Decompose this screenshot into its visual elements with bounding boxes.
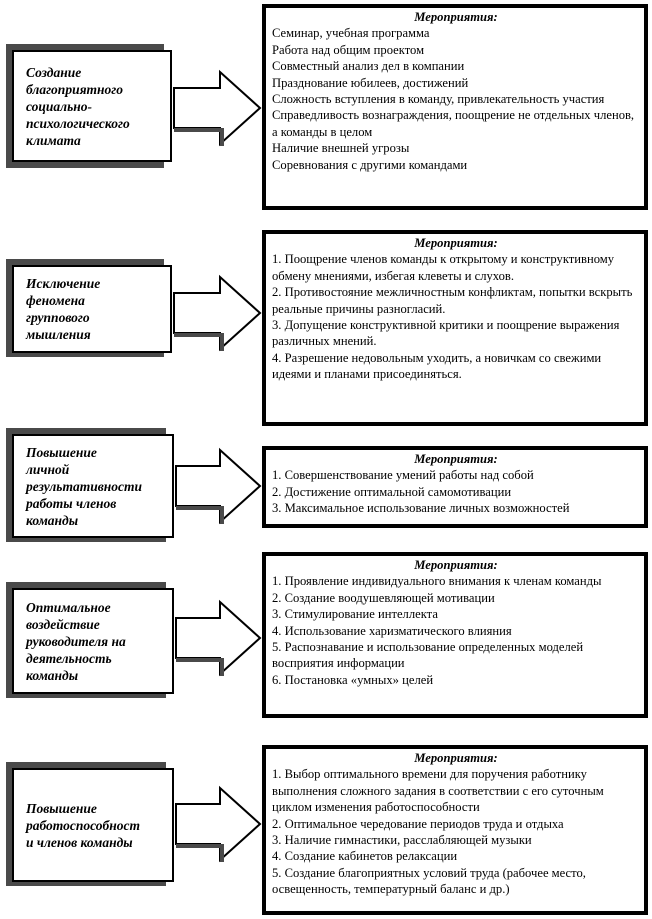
measure-item: 2. Достижение оптимальной самомотивации <box>272 484 512 499</box>
measures-box <box>262 230 648 426</box>
measures-box <box>262 552 648 718</box>
measure-item: 4. Создание кабинетов релаксации <box>272 849 458 864</box>
right-arrow-icon <box>174 446 264 526</box>
goal-box <box>12 588 174 694</box>
measure-item: Празднование юбилеев, достижений <box>272 75 469 90</box>
measure-item: 6. Постановка «умных» целей <box>272 672 434 687</box>
measure-item: 2. Оптимальное чередование периодов труда и отдыха <box>272 816 564 831</box>
measure-item: Наличие внешней угрозы <box>272 141 410 156</box>
measures-box <box>262 446 648 528</box>
measures-header: Мероприятия: <box>414 558 498 572</box>
measure-item: Работа над общим проектом <box>272 42 425 57</box>
right-arrow-icon <box>174 784 264 864</box>
goal-title: Исключение феномена группового мышления <box>26 276 101 342</box>
goal-title: Создание благоприятного социально- психологического климата <box>26 64 130 148</box>
goal-title: Повышение работоспособност и членов команды <box>26 800 141 850</box>
measure-item: 4. Использование харизматического влияния <box>272 623 512 638</box>
measure-item: 3. Максимальное использование личных возможностей <box>272 501 570 516</box>
goal-box <box>12 265 172 353</box>
measures-header: Мероприятия: <box>414 751 498 765</box>
measure-item: 1. Поощрение членов команды к открытому и конструктивному обмену мнениями, избегая клеветы и слухов. <box>272 252 615 283</box>
measure-item: Соревнования с другими командами <box>272 157 468 172</box>
goal-box <box>12 434 174 538</box>
measure-item: Семинар, учебная программа <box>272 26 430 41</box>
measure-item: Совместный анализ дел в компании <box>272 59 465 74</box>
measure-item: 4. Разрешение недовольным уходить, а новичкам со свежими идеями и планами присоединяться. <box>272 350 602 382</box>
measure-item: 3. Наличие гимнастики, расслабляющей музыки <box>272 833 532 848</box>
measure-item: 2. Создание воодушевляющей мотивации <box>272 590 495 605</box>
measure-item: 1. Совершенствование умений работы над собой <box>272 468 534 483</box>
measure-item: 1. Проявление индивидуального внимания к членам команды <box>272 574 602 589</box>
measures-box <box>262 4 648 210</box>
measure-item: Справедливость вознаграждения, поощрение не отдельных членов, а команды в целом <box>272 108 635 139</box>
measure-item: 5. Распознавание и использование определенных моделей восприятия информации <box>272 640 584 671</box>
measures-header: Мероприятия: <box>414 10 498 24</box>
measure-item: 3. Допущение конструктивной критики и поощрение выражения различных мнений. <box>272 318 620 349</box>
right-arrow-icon <box>172 273 264 353</box>
measure-item: 3. Стимулирование интеллекта <box>272 607 438 622</box>
goal-title: Оптимальное воздействие руководителя на деятельность команды <box>26 599 126 683</box>
goal-box <box>12 50 172 162</box>
measure-item: Сложность вступления в команду, привлекательность участия <box>272 92 605 107</box>
measures-header: Мероприятия: <box>414 236 498 250</box>
goal-title: Повышение личной результативности работы членов команды <box>26 444 143 528</box>
right-arrow-icon <box>172 68 264 148</box>
measure-item: 5. Создание благоприятных условий труда (рабочее место, освещенность, температурный баланс и др.) <box>272 865 586 897</box>
measure-item: 2. Противостояние межличностным конфликтам, попытки вскрыть реальные причины разногласий. <box>272 285 633 316</box>
goal-box <box>12 768 174 882</box>
measure-item: 1. Выбор оптимального времени для поручения работнику выполнения сложного задания в соответствии с его суточным циклом изменения работоспособности <box>272 767 604 815</box>
measures-box <box>262 745 648 915</box>
right-arrow-icon <box>174 598 264 678</box>
measures-header: Мероприятия: <box>414 452 498 466</box>
